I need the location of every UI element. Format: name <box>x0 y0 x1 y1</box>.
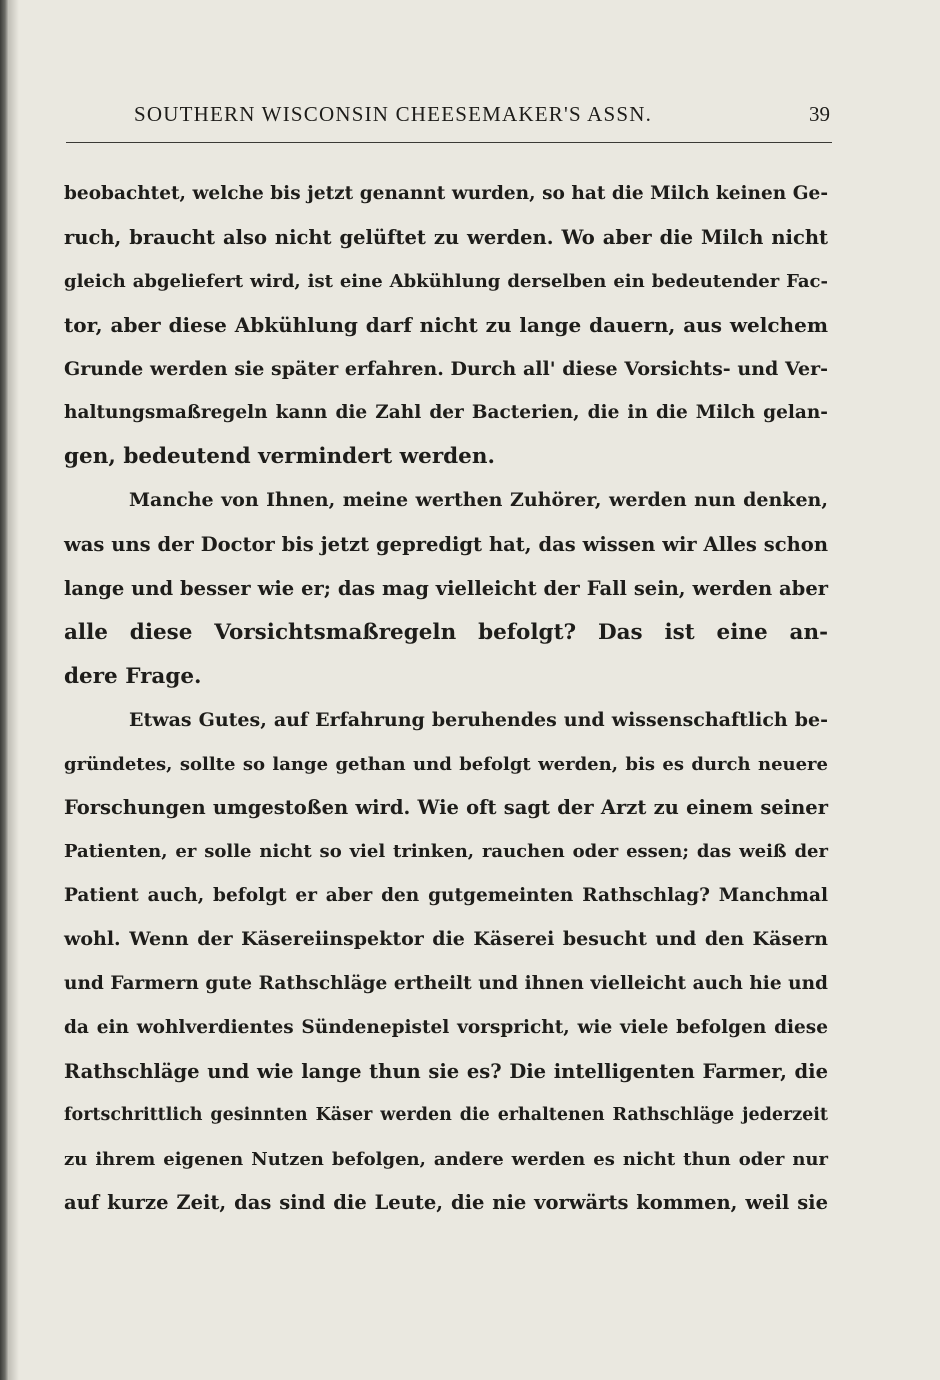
text-line: tor, aber diese Abkühlung darf nicht zu lange dauern, aus welchem <box>64 312 828 337</box>
text-line: haltungsmaßregeln kann die Zahl der Bacterien, die in die Milch gelan- <box>64 402 828 424</box>
text-line: da ein wohlverdientes Sündenepistel vorspricht, wie viele befolgen diese <box>64 1016 828 1038</box>
paragraph <box>64 699 828 1226</box>
text-line: und Farmern gute Rathschläge ertheilt und ihnen vielleicht auch hie und <box>64 973 828 995</box>
text-line: wohl. Wenn der Käsereiinspektor die Käserei besucht und den Käsern <box>64 928 828 951</box>
page-header <box>66 98 832 132</box>
text-line: Etwas Gutes, auf Erfahrung beruhendes und wissenschaftlich be- <box>129 708 828 731</box>
page-number: 39 <box>809 102 830 126</box>
text-line: Forschungen umgestoßen wird. Wie oft sagt der Arzt zu einem seiner <box>64 796 828 820</box>
text-line: Grunde werden sie später erfahren. Durch all' diese Vorsichts- und Ver- <box>64 357 828 380</box>
text-line: auf kurze Zeit, das sind die Leute, die nie vorwärts kommen, weil sie <box>64 1191 828 1215</box>
paragraph <box>64 172 828 479</box>
text-line: fortschrittlich gesinnten Käser werden die erhaltenen Rathschläge jederzeit <box>64 1104 828 1125</box>
gutter-shadow <box>9 0 19 1380</box>
text-line: lange und besser wie er; das mag vielleicht der Fall sein, werden aber <box>64 577 828 601</box>
text-line: was uns der Doctor bis jetzt gepredigt hat, das wissen wir Alles schon <box>64 533 828 557</box>
text-line: Manche von Ihnen, meine werthen Zuhörer, werden nun denken, <box>129 489 828 512</box>
text-line: alle diese Vorsichtsmaßregeln befolgt? Das ist eine an- <box>64 619 828 645</box>
text-line: gleich abgeliefert wird, ist eine Abkühlung derselben ein bedeutender Fac- <box>64 270 828 292</box>
text-line: Rathschläge und wie lange thun sie es? Die intelligenten Farmer, die <box>64 1059 828 1083</box>
text-line: beobachtet, welche bis jetzt genannt wurden, so hat die Milch keinen Ge- <box>64 183 828 204</box>
running-title: SOUTHERN WISCONSIN CHEESEMAKER'S ASSN. <box>134 102 653 126</box>
text-line: gründetes, sollte so lange gethan und befolgt werden, bis es durch neuere <box>64 753 828 775</box>
text-line: dere Frage. <box>64 663 202 689</box>
text-line: Patienten, er solle nicht so viel trinken, rauchen oder essen; das weiß der <box>64 841 828 863</box>
text-line: zu ihrem eigenen Nutzen befolgen, andere werden es nicht thun oder nur <box>64 1148 828 1170</box>
text-line: Patient auch, befolgt er aber den gutgemeinten Rathschlag? Manchmal <box>64 885 828 907</box>
text-line: ruch, braucht also nicht gelüftet zu werden. Wo aber die Milch nicht <box>64 225 828 249</box>
body-text <box>64 172 828 1225</box>
header-rule <box>66 142 832 143</box>
paragraph <box>64 479 828 698</box>
text-line: gen, bedeutend vermindert werden. <box>64 444 495 470</box>
book-spine-edge <box>0 0 9 1380</box>
